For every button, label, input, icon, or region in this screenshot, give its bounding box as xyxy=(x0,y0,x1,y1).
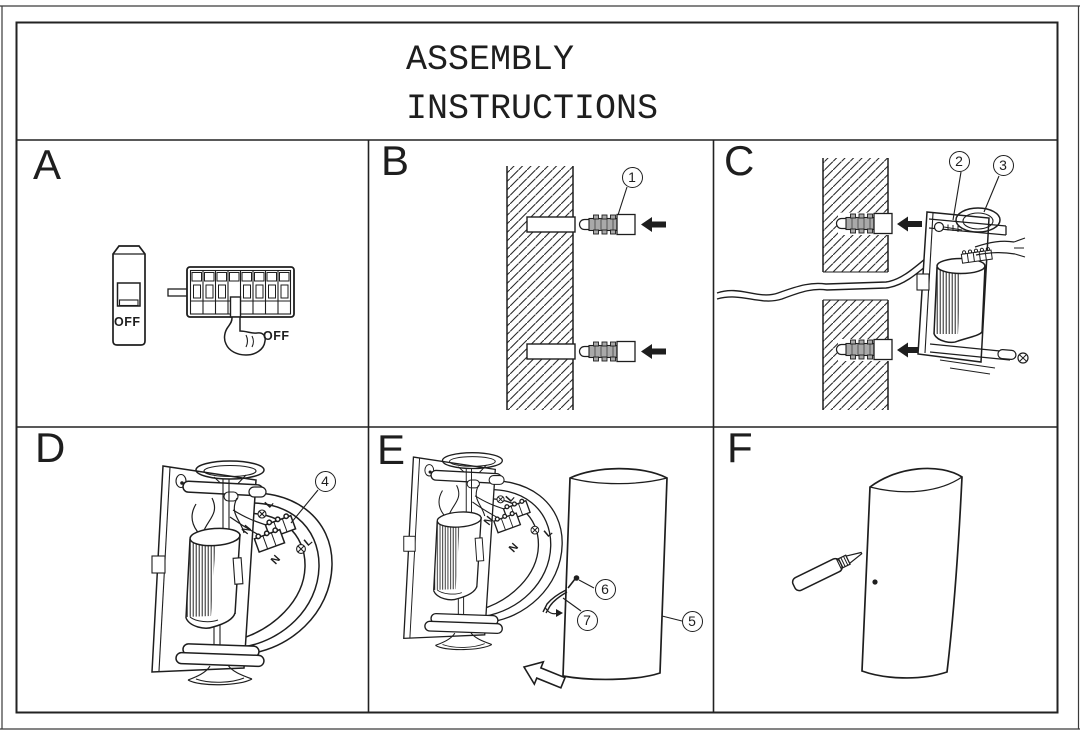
wall-hatch-b xyxy=(507,166,573,410)
wall-plug-drawing xyxy=(580,215,636,235)
mounting-bracket-drawing-d xyxy=(152,461,332,685)
title-line-1: ASSEMBLY xyxy=(406,40,575,80)
panel-label-d: D xyxy=(35,424,66,471)
mounting-bracket-drawing-e xyxy=(404,453,562,650)
hex-key-icon xyxy=(543,590,567,617)
push-arrow-icon xyxy=(641,344,666,359)
panel-label-c: C xyxy=(724,137,755,184)
switch-off-label: OFF xyxy=(114,315,141,329)
callout-2: 2 xyxy=(949,151,970,172)
mounting-bracket-drawing-c xyxy=(917,208,1028,374)
callout-3: 3 xyxy=(993,155,1014,176)
wire-label-l: L xyxy=(541,526,555,540)
callout-5: 5 xyxy=(682,611,703,632)
hand-pressing-icon xyxy=(225,317,266,355)
callout-7: 7 xyxy=(577,610,598,631)
glue-tube-drawing xyxy=(791,547,865,592)
breaker-off-label: OFF xyxy=(263,329,290,343)
push-arrow-icon xyxy=(641,217,666,232)
callout-4: 4 xyxy=(315,471,336,492)
panel-label-e: E xyxy=(377,426,406,473)
callout-6: 6 xyxy=(595,579,616,600)
wire-label-n: N xyxy=(506,541,522,555)
wire-label-n: N xyxy=(268,553,284,567)
callout-1: 1 xyxy=(622,167,643,188)
screw-hole-dot xyxy=(872,579,877,584)
panel-label-f: F xyxy=(727,424,753,471)
insert-arrow-icon xyxy=(520,656,568,694)
title-line-2: INSTRUCTIONS xyxy=(406,89,659,129)
panel-label-a: A xyxy=(33,141,62,188)
document-title xyxy=(406,36,658,134)
wire-label-n: N xyxy=(239,523,255,537)
wire-label-l: L xyxy=(301,535,315,549)
wire-label-n: N xyxy=(481,514,497,528)
lamp-shade-drawing-e xyxy=(563,469,667,680)
lamp-shade-drawing-f xyxy=(862,468,962,678)
wall-plug-drawing xyxy=(580,342,636,362)
panel-label-b: B xyxy=(381,137,410,184)
light-switch-drawing xyxy=(113,246,145,345)
wire-label-l: L xyxy=(262,497,277,511)
circuit-breaker-drawing xyxy=(168,267,294,317)
pulled-breaker-toggle xyxy=(231,297,241,317)
push-arrow-icon xyxy=(897,217,922,232)
wire-label-l: L xyxy=(503,491,518,505)
